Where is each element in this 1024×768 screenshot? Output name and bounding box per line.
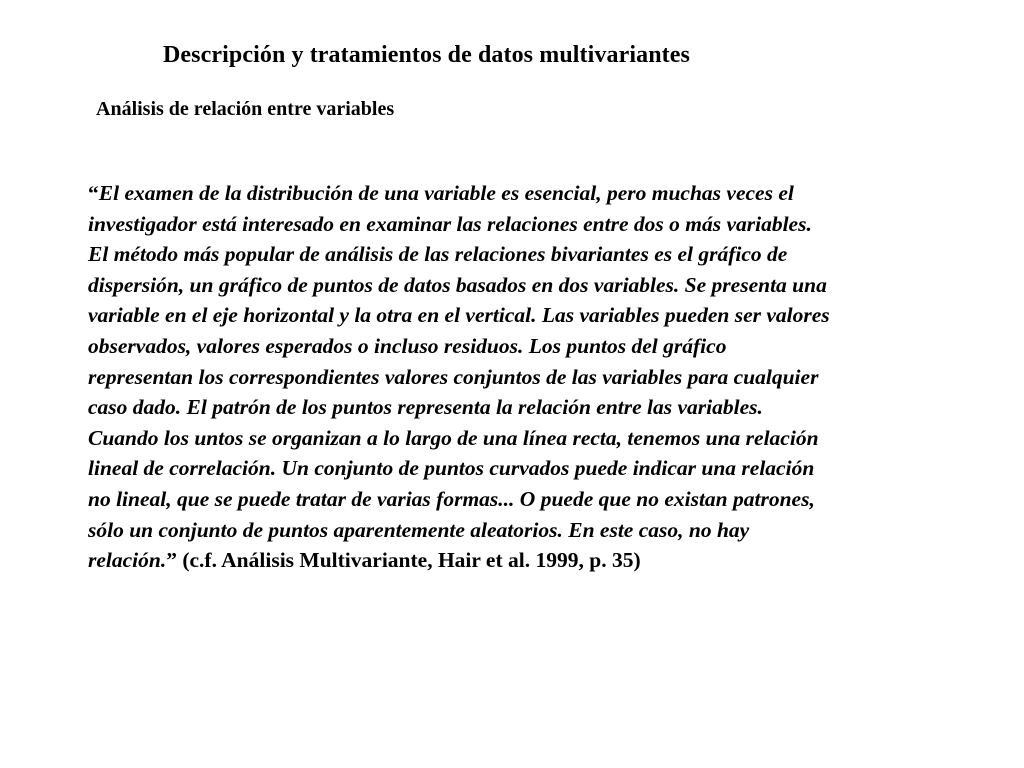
- quote-line-4: dispersión, un gráfico de puntos de datos basados en dos variables. Se presenta una: [88, 272, 827, 297]
- quote-line-1: [88, 178, 988, 209]
- quote-line-9: Cuando los untos se organizan a lo largo de una línea recta, tenemos una relación: [88, 425, 819, 450]
- quote-line-5: variable en el eje horizontal y la otra en el vertical. Las variables pueden ser valores: [88, 303, 830, 328]
- quote-citation: (c.f. Análisis Multivariante, Hair et al. 1999, p. 35): [176, 548, 641, 573]
- slide-title: Descripción y tratamientos de datos multivariantes: [163, 42, 690, 68]
- quote-line-3: El método más popular de análisis de las relaciones bivariantes es el gráfico de: [88, 242, 788, 267]
- quote-line-6: observados, valores esperados o incluso residuos. Los puntos del gráfico: [88, 333, 727, 358]
- quote-line-11: no lineal, que se puede tratar de varias formas... O puede que no existan patrones,: [88, 486, 815, 511]
- slide-subtitle: Análisis de relación entre variables: [96, 98, 395, 120]
- quote-line-8: caso dado. El patrón de los puntos representa la relación entre las variables.: [88, 395, 763, 420]
- open-quote-mark: “: [88, 181, 99, 205]
- quote-paragraph: [88, 178, 988, 576]
- quote-line-12: sólo un conjunto de puntos aparentemente aleatorios. En este caso, no hay: [88, 517, 750, 542]
- quote-line-2: investigador está interesado en examinar las relaciones entre dos o más variables.: [88, 211, 812, 236]
- close-quote-mark: ”: [166, 548, 177, 573]
- quote-last-italic: relación.: [88, 548, 167, 573]
- quote-line-13: [88, 545, 988, 576]
- quote-line-7: representan los correspondientes valores conjuntos de las variables para cualquier: [88, 364, 819, 389]
- quote-line-text: El examen de la distribución de una variable es esencial, pero muchas veces el: [98, 181, 794, 205]
- quote-line-10: lineal de correlación. Un conjunto de puntos curvados puede indicar una relación: [88, 456, 815, 481]
